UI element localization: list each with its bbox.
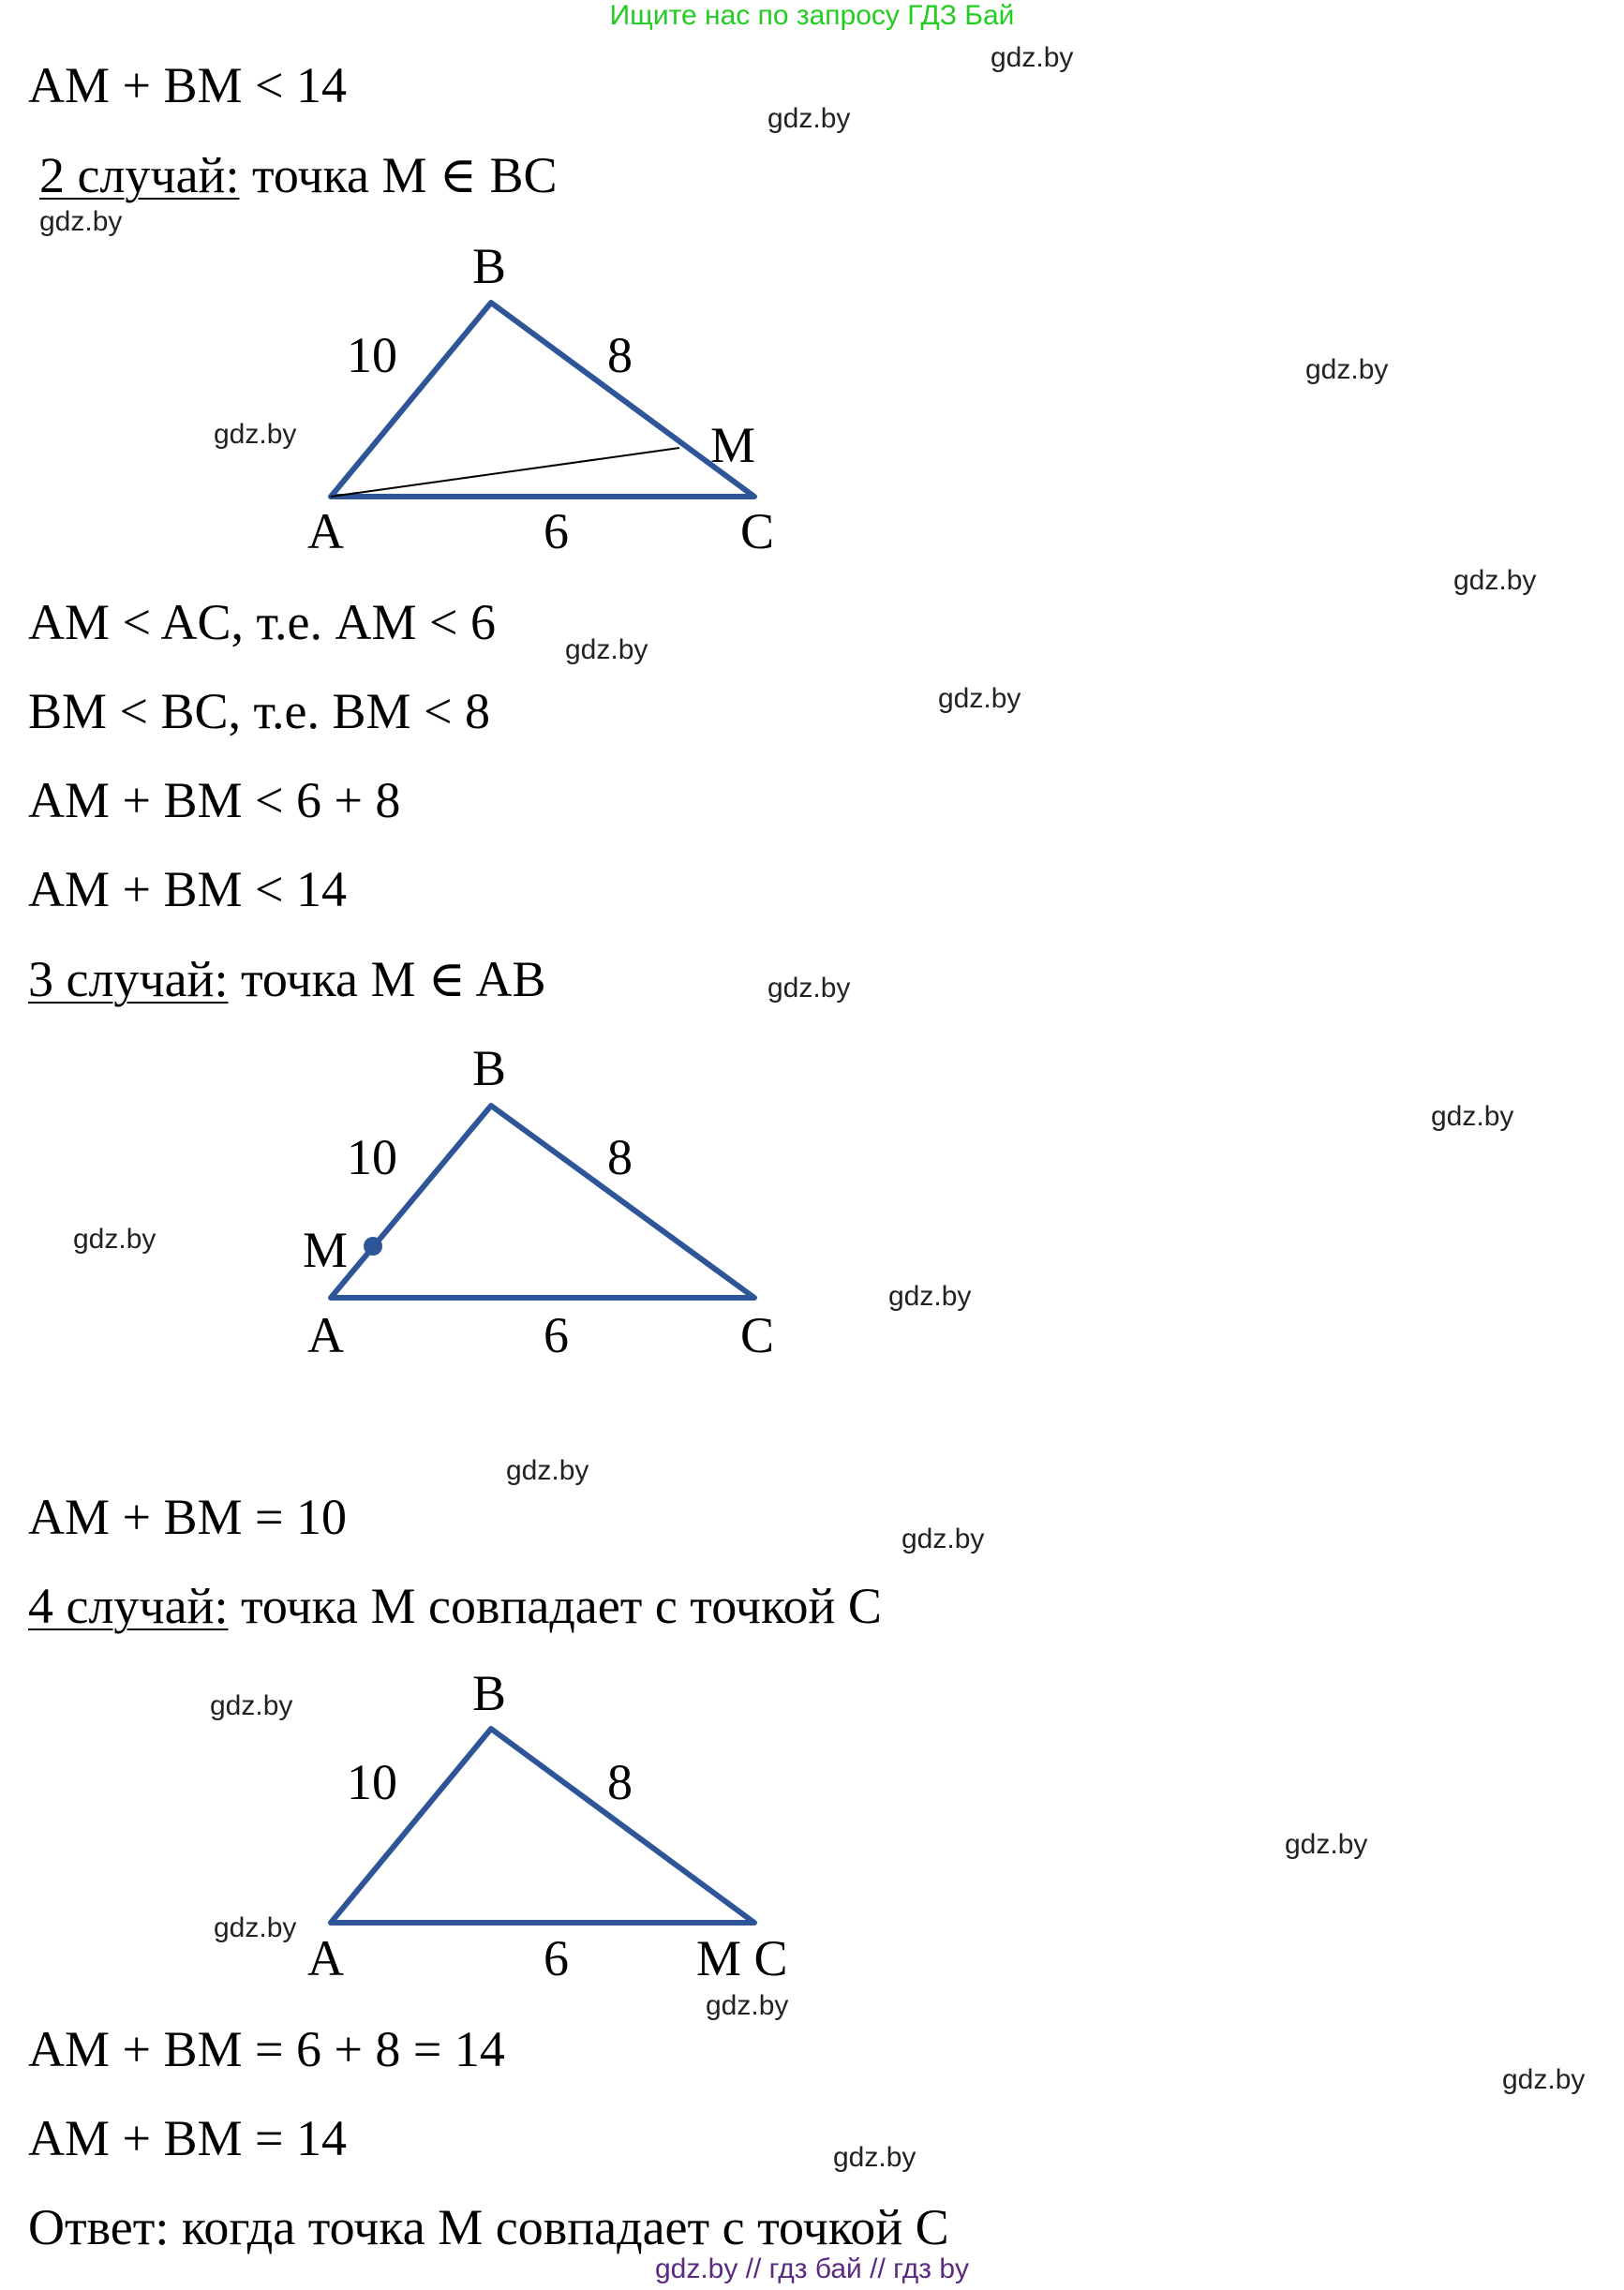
watermark: gdz.by: [833, 2142, 916, 2173]
watermark: gdz.by: [73, 1224, 156, 1255]
point-m: [364, 1237, 382, 1256]
watermark: gdz.by: [214, 419, 297, 450]
top-banner: Ищите нас по запросу ГДЗ Бай: [609, 0, 1015, 31]
side-ab-length: 10: [347, 1129, 397, 1185]
side-ac-length: 6: [544, 503, 569, 559]
case-2-heading: [39, 147, 558, 203]
watermark: gdz.by: [1285, 1829, 1368, 1860]
watermark: gdz.by: [1453, 565, 1537, 596]
vertex-c-label: C: [740, 1307, 775, 1363]
text-line: AM + BM = 14: [28, 2110, 347, 2166]
watermark: gdz.by: [938, 683, 1021, 714]
side-bc-length: 8: [607, 327, 633, 383]
side-ab-length: 10: [347, 1754, 397, 1810]
text-line: AM + BM = 6 + 8 = 14: [28, 2021, 505, 2077]
triangle-figure-case-3: [0, 1040, 843, 1363]
vertex-b-label: B: [472, 238, 507, 294]
case-4-heading: [28, 1578, 882, 1634]
vertex-b-label: B: [472, 1665, 507, 1721]
case-2-text: точка M ∈ BC: [239, 147, 558, 203]
text-line: AM + BM = 10: [28, 1489, 347, 1545]
watermark: gdz.by: [506, 1455, 589, 1486]
vertex-mc-label: M C: [696, 1930, 788, 1986]
vertex-a-label: A: [307, 1307, 344, 1363]
watermark: gdz.by: [1305, 354, 1389, 385]
side-ab-length: 10: [347, 327, 397, 383]
text-line: AM + BM < 14: [28, 861, 347, 917]
answer-line: Ответ: когда точка M совпадает с точкой C: [28, 2199, 949, 2255]
case-3-text: точка M ∈ AB: [228, 951, 546, 1007]
watermark: gdz.by: [901, 1524, 985, 1554]
side-ac-length: 6: [544, 1307, 569, 1363]
case-3-label: 3 случай:: [28, 951, 229, 1007]
case-2-label: 2 случай:: [39, 147, 240, 203]
watermark: gdz.by: [210, 1690, 293, 1721]
vertex-c-label: C: [740, 503, 775, 559]
case-3-heading: [28, 951, 546, 1007]
point-m-label: M: [303, 1222, 349, 1278]
text-line: AM + BM < 6 + 8: [28, 772, 401, 828]
watermark: gdz.by: [1431, 1101, 1514, 1132]
watermark: gdz.by: [991, 42, 1074, 73]
triangle-figure-case-2: [0, 239, 843, 558]
watermark: gdz.by: [888, 1281, 972, 1312]
point-m-label: M: [710, 417, 756, 473]
side-bc-length: 8: [607, 1129, 633, 1185]
vertex-a-label: A: [307, 503, 344, 559]
watermark: gdz.by: [565, 634, 648, 665]
case-4-label: 4 случай:: [28, 1578, 229, 1634]
text-line: BM < BC, т.е. BM < 8: [28, 683, 491, 739]
vertex-a-label: A: [307, 1930, 344, 1986]
side-ac-length: 6: [544, 1930, 569, 1986]
watermark: gdz.by: [39, 206, 123, 237]
case-4-text: точка M совпадает с точкой C: [228, 1578, 882, 1634]
side-bc-length: 8: [607, 1754, 633, 1810]
watermark: gdz.by: [767, 103, 851, 134]
watermark: gdz.by: [767, 973, 851, 1004]
segment-am: [331, 448, 679, 497]
watermark: gdz.by: [1502, 2064, 1586, 2095]
watermark: gdz.by: [214, 1912, 297, 1943]
vertex-b-label: B: [472, 1040, 507, 1096]
text-line: AM < AC, т.е. AM < 6: [28, 594, 496, 650]
footer-links[interactable]: gdz.by // гдз бай // гдз by: [654, 2253, 970, 2284]
watermark: gdz.by: [706, 1990, 789, 2021]
text-line: AM + BM < 14: [28, 57, 347, 113]
triangle-figure-case-4: [0, 1665, 843, 1986]
